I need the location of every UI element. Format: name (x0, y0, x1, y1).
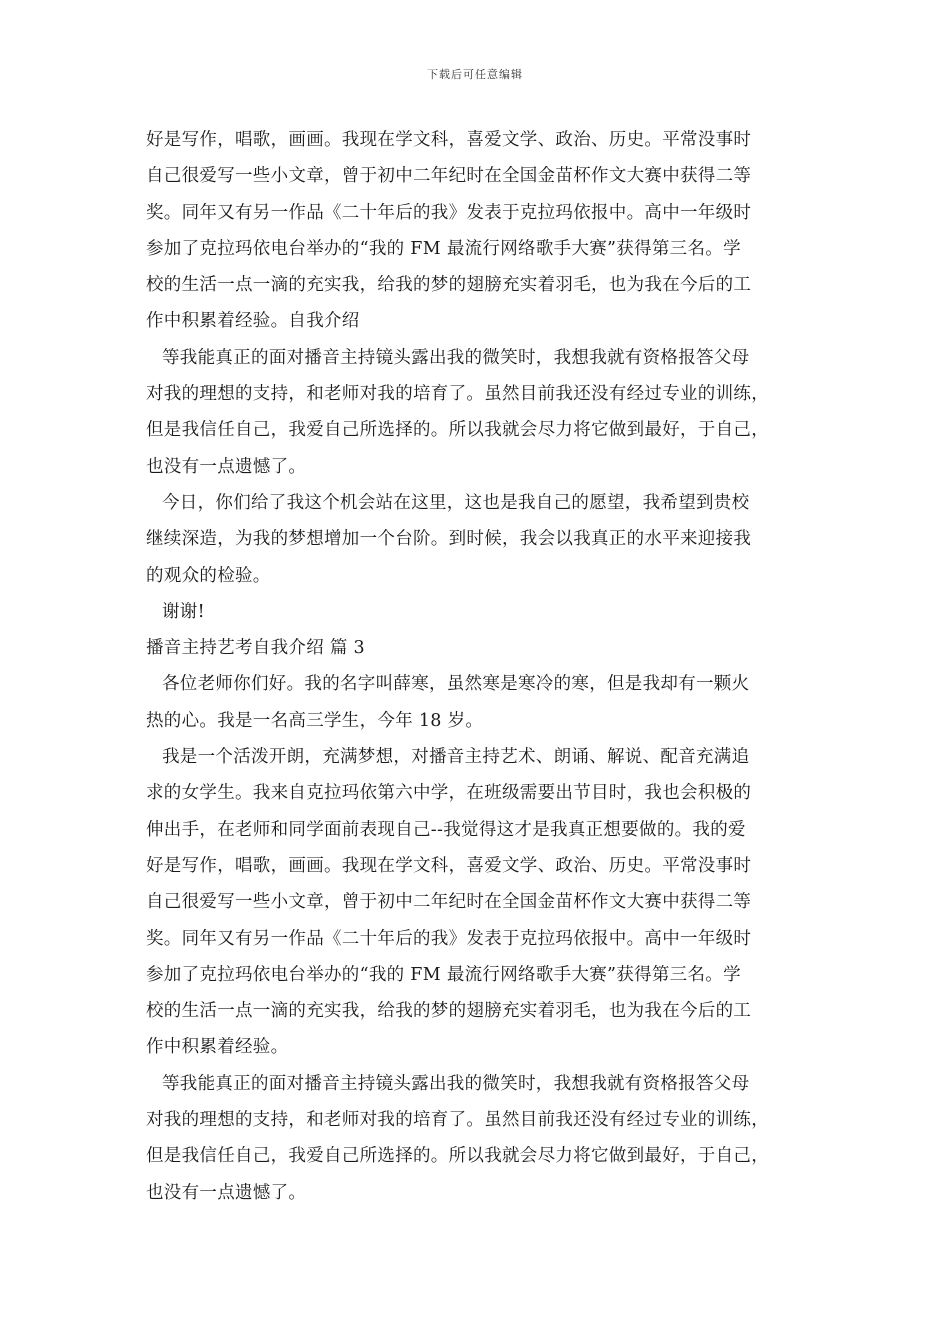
text-line: 自己很爱写一些小文章，曾于初中二年纪时在全国金苗杯作文大赛中获得二等 (146, 166, 752, 187)
document-body (146, 122, 806, 1211)
text-line: 继续深造，为我的梦想增加一个台阶。到时候，我会以我真正的水平来迎接我 (146, 529, 752, 550)
text-line: 校的生活一点一滴的充实我，给我的梦的翅膀充实着羽毛，也为我在今后的工 (146, 1001, 752, 1022)
text-line: 播音主持艺考自我介绍 篇 3 (146, 638, 365, 659)
text-line: 今日，你们给了我这个机会站在这里，这也是我自己的愿望，我希望到贵校 (162, 492, 750, 513)
text-line: 自己很爱写一些小文章，曾于初中二年纪时在全国金苗杯作文大赛中获得二等 (146, 892, 752, 913)
text-line: 奖。同年又有另一作品《二十年后的我》发表于克拉玛依报中。高中一年级时 (146, 202, 752, 223)
text-line: 求的女学生。我来自克拉玛依第六中学，在班级需要出节目时，我也会积极的 (146, 783, 752, 804)
text-line: 参加了克拉玛依电台举办的“我的 FM 最流行网络歌手大赛”获得第三名。学 (146, 964, 741, 985)
text-line: 我是一个活泼开朗，充满梦想，对播音主持艺术、朗诵、解说、配音充满追 (162, 747, 750, 768)
text-line: 参加了克拉玛依电台举办的“我的 FM 最流行网络歌手大赛”获得第三名。学 (146, 238, 741, 259)
text-line: 对我的理想的支持，和老师对我的培育了。虽然目前我还没有经过专业的训练， (146, 384, 769, 405)
text-line: 也没有一点遗憾了。 (146, 1182, 307, 1203)
text-line: 但是我信任自己，我爱自己所选择的。所以我就会尽力将它做到最好，于自己， (146, 1146, 769, 1167)
text-line: 校的生活一点一滴的充实我，给我的梦的翅膀充实着羽毛，也为我在今后的工 (146, 275, 752, 296)
text-line: 好是写作，唱歌，画画。我现在学文科，喜爱文学、政治、历史。平常没事时 (146, 855, 752, 876)
text-line: 但是我信任自己，我爱自己所选择的。所以我就会尽力将它做到最好，于自己， (146, 420, 769, 441)
text-line: 的观众的检验。 (146, 565, 271, 586)
text-line: 作中积累着经验。自我介绍 (146, 311, 360, 332)
text-line: 奖。同年又有另一作品《二十年后的我》发表于克拉玛依报中。高中一年级时 (146, 928, 752, 949)
text-line: 好是写作，唱歌，画画。我现在学文科，喜爱文学、政治、历史。平常没事时 (146, 130, 752, 150)
page-header-watermark: 下载后可任意编辑 (427, 68, 523, 81)
text-line: 热的心。我是一名高三学生，今年 18 岁。 (146, 710, 484, 731)
text-line: 各位老师你们好。我的名字叫薛寒，虽然寒是寒冷的寒，但是我却有一颗火 (162, 674, 750, 695)
text-line: 等我能真正的面对播音主持镜头露出我的微笑时，我想我就有资格报答父母 (162, 1073, 750, 1094)
text-line: 作中积累着经验。 (146, 1037, 289, 1058)
text-line: 谢谢! (162, 601, 205, 622)
text-line: 伸出手，在老师和同学面前表现自己--我觉得这才是我真正想要做的。我的爱 (146, 819, 746, 840)
text-line: 等我能真正的面对播音主持镜头露出我的微笑时，我想我就有资格报答父母 (162, 347, 750, 368)
text-line: 对我的理想的支持，和老师对我的培育了。虽然目前我还没有经过专业的训练， (146, 1110, 769, 1131)
text-line: 也没有一点遗憾了。 (146, 456, 307, 477)
